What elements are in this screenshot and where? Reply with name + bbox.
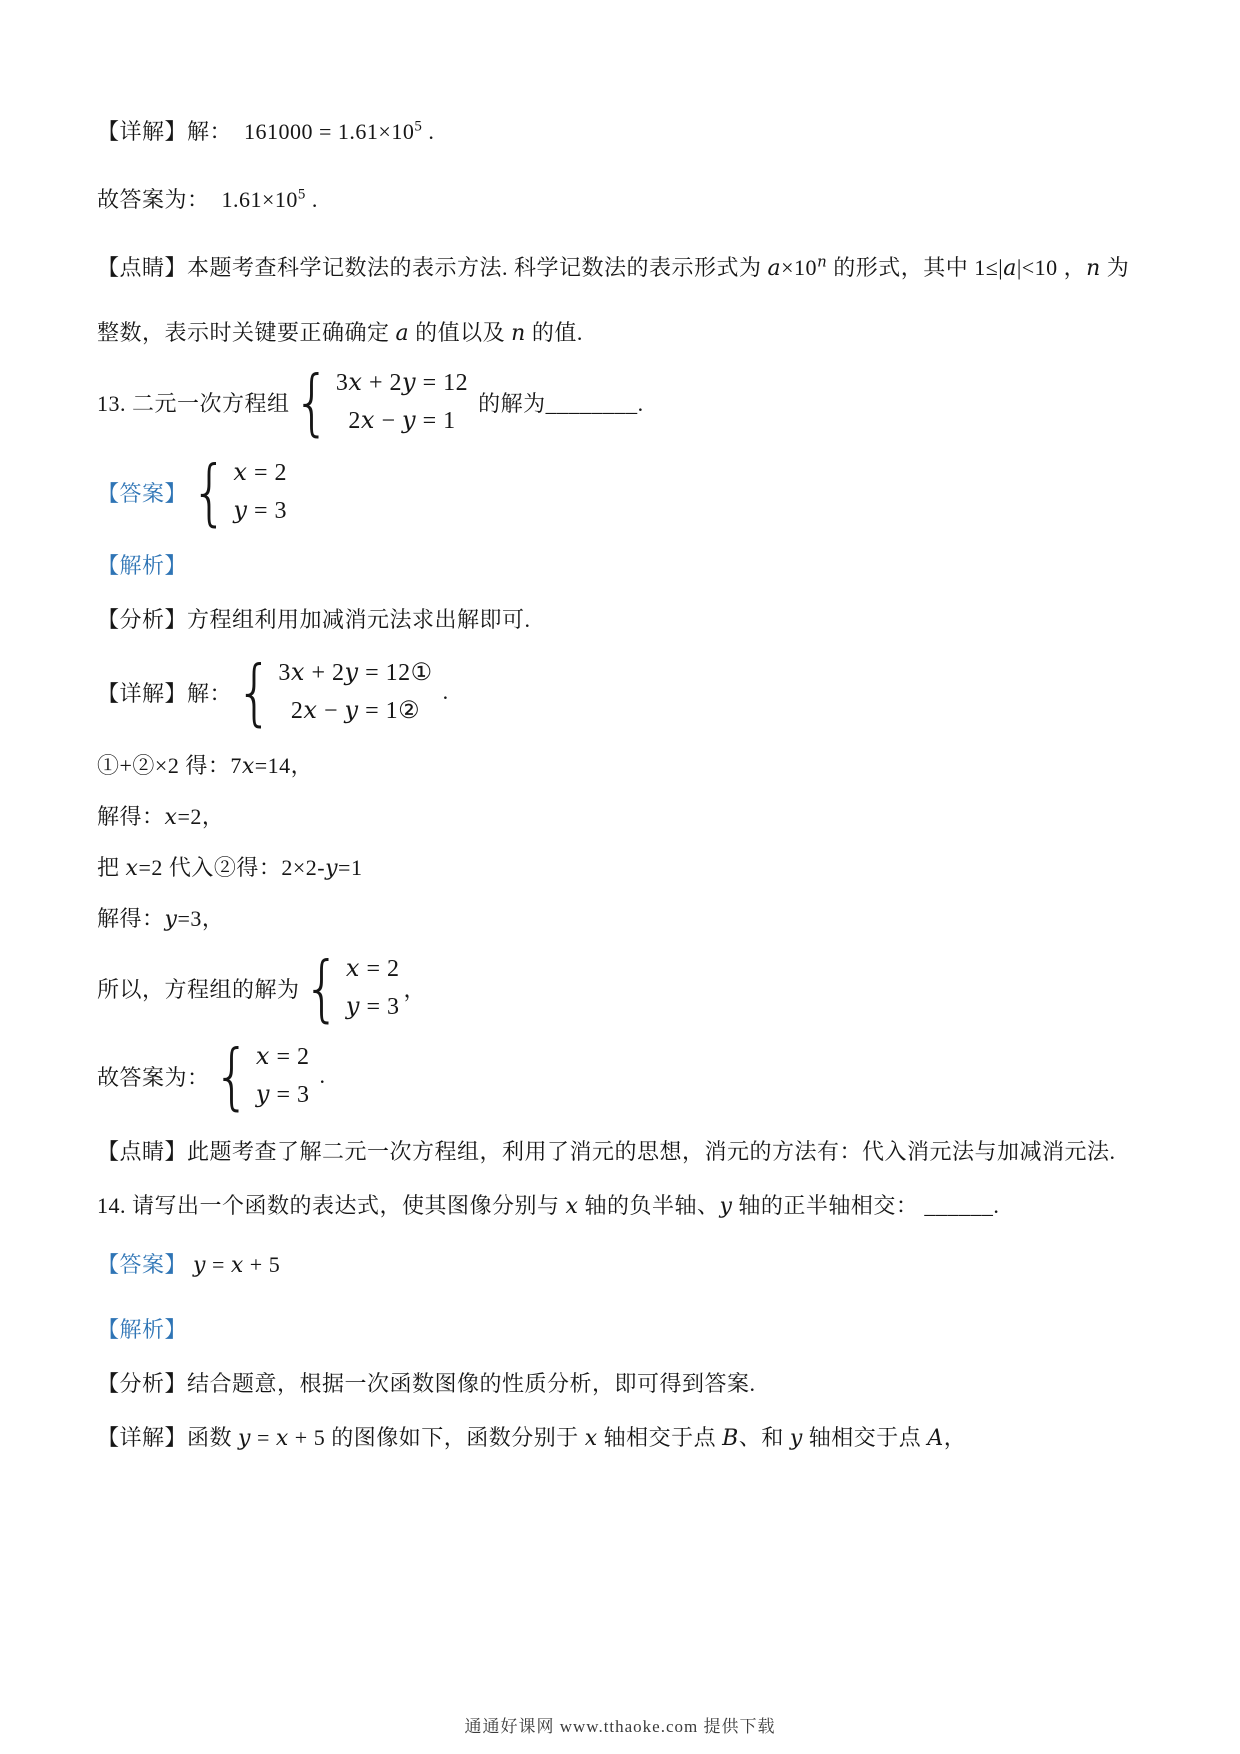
q13-detail-suffix xyxy=(437,679,449,705)
text-run: = 12① xyxy=(358,660,433,686)
q14-detail-line xyxy=(97,1424,1147,1453)
left-brace xyxy=(294,368,331,436)
text-run: 2 xyxy=(348,408,361,434)
q14-answer-line xyxy=(97,1251,1147,1280)
text-run: x xyxy=(255,1042,270,1070)
text-run: 【点睛】本题考查科学记数法的表示方法. 科学记数法的表示形式为 xyxy=(97,255,768,280)
text-run: n xyxy=(511,321,526,346)
q14-fenxi-line xyxy=(97,1370,1147,1398)
text-run: 【解析】 xyxy=(97,1317,188,1342)
text-run: x xyxy=(584,1426,598,1451)
text-run: ①+②×2 得：7 xyxy=(97,753,242,778)
q13-detail-equation-system xyxy=(236,654,433,730)
q13-step-2 xyxy=(97,803,1147,832)
text-run: + 2 xyxy=(304,660,345,686)
q13-final-answer-prefix xyxy=(97,1061,210,1092)
q14-question xyxy=(97,1192,1147,1221)
q13-step-4 xyxy=(97,905,1147,934)
text-run: = 2 xyxy=(359,956,400,982)
left-brace xyxy=(191,458,228,526)
text-run: y xyxy=(789,1426,803,1451)
text-run: 【分析】方程组利用加减消元法求出解即可. xyxy=(97,607,531,632)
q13-question-suffix xyxy=(472,387,644,418)
text-run: 【点睛】此题考查了解二元一次方程组，利用了消元的思想，消元的方法有：代入消元法与加减消元法. xyxy=(97,1139,1116,1164)
text-run: x xyxy=(348,368,363,396)
text-run: a xyxy=(767,256,782,281)
left-brace xyxy=(304,954,341,1022)
text-run: 3 xyxy=(278,660,291,686)
text-run: ， xyxy=(943,1425,967,1450)
equation-1 xyxy=(346,950,400,988)
q12-note-line-1 xyxy=(97,254,1147,283)
text-run: 的图像如下，函数分别于 xyxy=(325,1425,585,1450)
text-run: 所以，方程组的解为 xyxy=(97,976,300,1002)
text-run: x xyxy=(360,406,375,434)
text-run: x xyxy=(125,856,139,881)
equation-2 xyxy=(256,1076,310,1114)
text-run: =2， xyxy=(177,804,225,829)
q13-final-answer-suffix xyxy=(314,1063,326,1089)
text-run: y xyxy=(193,1253,206,1278)
text-run: a xyxy=(1003,256,1017,281)
text-run: = 2 xyxy=(247,460,288,486)
q13-final-equation-system xyxy=(214,1038,310,1114)
text-run: 轴相交于点 xyxy=(597,1425,723,1450)
equation-column xyxy=(256,1038,310,1114)
text-run: ______ xyxy=(924,1193,994,1218)
text-run: 13. 二元一次方程组 xyxy=(97,390,290,416)
text-run: x xyxy=(290,658,305,686)
equation-1 xyxy=(256,1038,310,1076)
equation-2 xyxy=(291,692,420,730)
text-run: 【详解】解： 161000 = 1.61×10 xyxy=(97,119,415,144)
text-run: + 2 xyxy=(362,370,403,396)
text-run: =2 代入②得：2×2- xyxy=(138,855,326,880)
text-run: 【答案】 xyxy=(97,480,188,506)
q13-conclusion-prefix xyxy=(97,973,300,1004)
q13-step-3 xyxy=(97,854,1147,883)
text-run: . xyxy=(313,1063,326,1088)
q13-conclusion xyxy=(97,950,1147,1026)
text-run: 【答案】 xyxy=(97,1252,188,1277)
q12-answer-line xyxy=(97,186,1147,214)
equation-2 xyxy=(233,492,287,530)
text-run: 故答案为： xyxy=(97,1064,210,1090)
text-run: . xyxy=(436,679,449,704)
text-run: 3 xyxy=(335,370,349,396)
document-body xyxy=(97,96,1147,1475)
text-run: 的解为 xyxy=(472,390,546,416)
text-run: = 3 xyxy=(359,994,400,1020)
text-run: 整数，表示时关键要正确确定 xyxy=(97,320,396,345)
q12-detail-line xyxy=(97,118,1147,146)
text-run: y xyxy=(344,696,359,724)
page-footer: 通通好课网 www.tthaoke.com 提供下载 xyxy=(464,1717,776,1736)
text-run: y xyxy=(344,658,359,686)
text-run: y xyxy=(719,1194,733,1219)
equation-column xyxy=(346,950,400,1026)
text-run: = xyxy=(205,1252,231,1277)
text-run: |<10 ， xyxy=(1016,255,1087,280)
text-run: x xyxy=(275,1426,289,1451)
text-run: y xyxy=(255,1080,270,1108)
left-brace xyxy=(236,658,273,726)
text-run: 轴相交于点 xyxy=(802,1425,928,1450)
text-run: . xyxy=(305,187,318,212)
q13-answer-label xyxy=(97,477,187,508)
text-run: 轴的负半轴、 xyxy=(578,1193,720,1218)
text-run: 解得： xyxy=(97,804,165,829)
q13-conclusion-suffix xyxy=(404,973,427,1004)
text-run: B xyxy=(722,1426,739,1451)
text-run: y xyxy=(325,856,339,881)
equation-column xyxy=(233,454,287,530)
text-run: A xyxy=(927,1426,944,1451)
text-run: n xyxy=(817,252,828,271)
text-run: = 3 xyxy=(269,1082,310,1108)
q13-question-equation-system xyxy=(294,364,469,440)
text-run: − xyxy=(374,408,403,434)
text-run: = xyxy=(250,1425,276,1450)
text-run: 2 xyxy=(290,698,304,724)
text-run: y xyxy=(164,907,178,932)
equation-1 xyxy=(336,364,468,402)
text-run: =3， xyxy=(177,906,225,931)
text-run: + 5 xyxy=(243,1252,281,1277)
text-run: = 12 xyxy=(416,370,469,396)
text-run: 为 xyxy=(1100,255,1130,280)
text-run: . xyxy=(637,390,644,416)
text-run: − xyxy=(317,698,345,724)
text-run: x xyxy=(241,754,255,779)
q13-jiexi-label xyxy=(97,552,1147,580)
q12-note-line-2 xyxy=(97,319,1147,348)
text-run: 、和 xyxy=(738,1425,790,1450)
text-run: 5 xyxy=(297,186,306,203)
text-run: n xyxy=(1086,256,1101,281)
text-run: x xyxy=(233,458,248,486)
text-run: 的形式，其中 1≤| xyxy=(827,255,1004,280)
text-run: x xyxy=(303,696,318,724)
text-run: y xyxy=(345,992,360,1020)
text-run: =14， xyxy=(254,753,314,778)
text-run: a xyxy=(395,321,410,346)
q13-note-line xyxy=(97,1138,1147,1166)
equation-2 xyxy=(346,988,400,1026)
text-run: 把 xyxy=(97,855,126,880)
text-run: + 5 xyxy=(288,1425,326,1450)
text-run: 【解析】 xyxy=(97,553,188,578)
equation-2 xyxy=(348,402,455,440)
q13-question xyxy=(97,364,1147,440)
equation-1 xyxy=(278,654,432,692)
equation-column xyxy=(278,654,432,730)
equation-1 xyxy=(233,454,287,492)
text-run: y xyxy=(402,368,417,396)
q13-final-answer xyxy=(97,1038,1147,1114)
text-run: 【详解】函数 xyxy=(97,1425,239,1450)
text-run: ， xyxy=(403,976,427,1002)
text-run: = 1 xyxy=(416,408,456,434)
q13-conclusion-equation-system xyxy=(304,950,400,1026)
text-run: ________ xyxy=(545,390,638,416)
equation-column xyxy=(336,364,468,440)
text-run: y xyxy=(238,1426,251,1451)
text-run: = 2 xyxy=(269,1044,310,1070)
text-run: 14. 请写出一个函数的表达式，使其图像分别与 xyxy=(97,1193,566,1218)
text-run: = 3 xyxy=(247,498,288,524)
text-run: x xyxy=(345,954,360,982)
q13-answer xyxy=(97,454,1147,530)
q14-jiexi-label xyxy=(97,1316,1147,1344)
text-run: . xyxy=(993,1193,1000,1218)
text-run: . xyxy=(422,119,435,144)
text-run: = 1② xyxy=(358,698,421,724)
text-run: x xyxy=(164,805,178,830)
text-run: 【分析】结合题意，根据一次函数图像的性质分析，即可得到答案. xyxy=(97,1371,756,1396)
text-run: 5 xyxy=(414,118,423,135)
text-run: 的值. xyxy=(525,320,583,345)
text-run: y xyxy=(233,496,248,524)
q13-answer-equation-system xyxy=(191,454,287,530)
q13-step-1 xyxy=(97,752,1147,781)
text-run: 故答案为： 1.61×10 xyxy=(97,187,298,212)
text-run: ×10 xyxy=(781,255,818,280)
text-run: y xyxy=(402,406,417,434)
q13-fenxi-line xyxy=(97,606,1147,634)
text-run: =1 xyxy=(338,855,363,880)
text-run: x xyxy=(565,1194,579,1219)
q13-question-prefix xyxy=(97,387,290,418)
text-run: 的值以及 xyxy=(409,320,512,345)
left-brace xyxy=(214,1042,251,1110)
text-run: x xyxy=(230,1253,244,1278)
q13-detail-prefix xyxy=(97,677,232,708)
text-run: 轴的正半轴相交： xyxy=(732,1193,925,1218)
text-run: 解得： xyxy=(97,906,165,931)
q13-detail xyxy=(97,654,1147,730)
text-run: 【详解】解： xyxy=(97,680,233,706)
